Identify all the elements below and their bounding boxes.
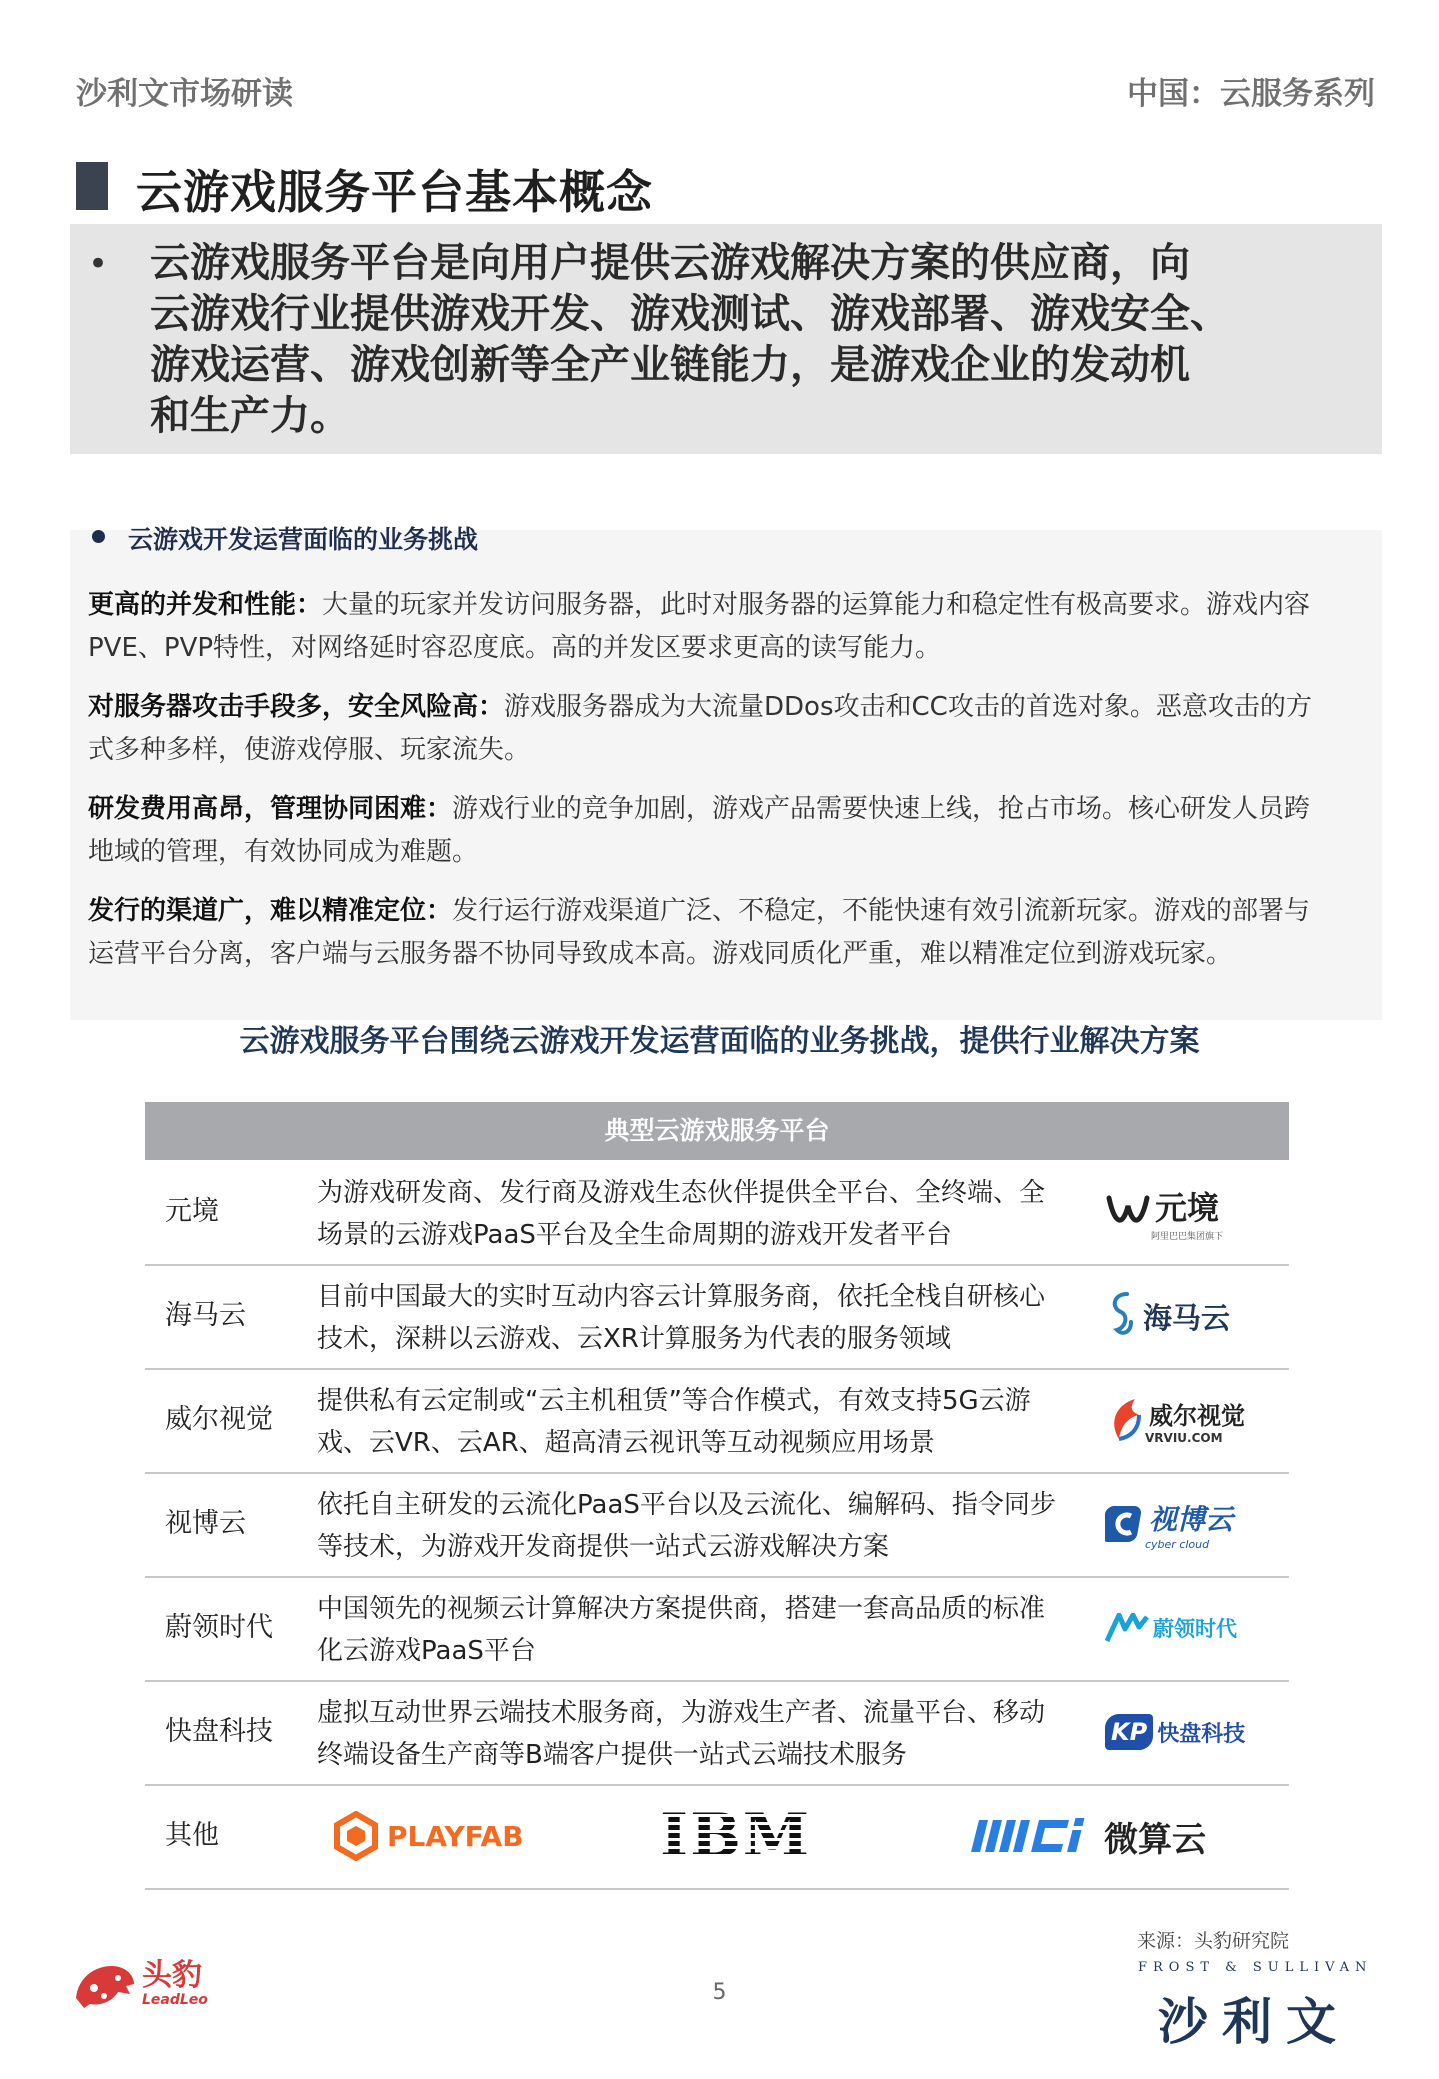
title-accent-bar xyxy=(76,162,108,210)
desc-line: 等技术，为游戏开发商提供一站式云游戏解决方案 xyxy=(317,1532,890,1562)
frost-sullivan-text: FROST & SULLIVAN xyxy=(1138,1960,1373,1975)
summary-line: 云游戏行业提供游戏开发、游戏测试、游戏部署、游戏安全、 xyxy=(150,291,1230,337)
challenge-text: 地域的管理，有效协同成为难题。 xyxy=(88,837,479,867)
kuaipan-logo-text: 快盘科技 xyxy=(1157,1721,1246,1747)
source-note: 来源：头豹研究院 xyxy=(1136,1930,1289,1952)
company-name: 蔚领时代 xyxy=(165,1612,273,1643)
desc-line: 为游戏研发商、发行商及游戏生态伙伴提供全平台、全终端、全 xyxy=(317,1178,1046,1208)
summary-text xyxy=(150,238,1290,442)
playfab-logo-text: PLAYFAB xyxy=(387,1819,524,1853)
company-desc xyxy=(317,1380,1227,1464)
leopard-icon xyxy=(72,1958,138,2010)
bullet-dot-icon xyxy=(92,530,105,543)
challenge-item xyxy=(88,584,1366,670)
challenge-text: 运营平台分离，客户端与云服务器不协同导致成本高。游戏同质化严重，难以精准定位到游戏玩家。 xyxy=(88,939,1233,969)
seahorse-icon xyxy=(1105,1290,1139,1342)
cybercloud-logo-subtext: cyber cloud xyxy=(1145,1537,1210,1551)
table-caption: 云游戏服务平台围绕云游戏开发运营面临的业务挑战，提供行业解决方案 xyxy=(239,1024,1200,1059)
challenge-text: 游戏行业的竞争加剧，游戏产品需要快速上线，抢占市场。核心研发人员跨 xyxy=(452,794,1311,824)
leadleo-logo-subtext: LeadLeo xyxy=(142,1992,208,2008)
challenge-label: 发行的渠道广，难以精准定位： xyxy=(88,896,453,926)
summary-line: 云游戏服务平台是向用户提供云游戏解决方案的供应商，向 xyxy=(150,240,1190,286)
company-name: 威尔视觉 xyxy=(165,1404,273,1435)
kuaipan-logo xyxy=(1105,1680,1285,1784)
table-row xyxy=(145,1472,1289,1578)
playfab-logo xyxy=(333,1784,524,1888)
desc-line: 依托自主研发的云流化PaaS平台以及云流化、编解码、指令同步 xyxy=(317,1490,1056,1520)
company-name: 元境 xyxy=(165,1196,219,1227)
vrviu-logo xyxy=(1105,1368,1285,1472)
yuanjing-logo xyxy=(1105,1160,1285,1264)
desc-line: 场景的云游戏PaaS平台及全生命周期的游戏开发者平台 xyxy=(317,1220,952,1250)
table-row xyxy=(145,1680,1289,1786)
desc-line: 提供私有云定制或“云主机租赁”等合作模式，有效支持5G云游 xyxy=(317,1386,1031,1416)
table-row-others xyxy=(145,1784,1289,1890)
challenges-heading: 云游戏开发运营面临的业务挑战 xyxy=(128,525,479,554)
table-header: 典型云游戏服务平台 xyxy=(145,1102,1289,1160)
mci-logo xyxy=(970,1784,1206,1888)
desc-line: 化云游戏PaaS平台 xyxy=(317,1636,536,1666)
mci-logo-text: 微算云 xyxy=(1104,1819,1206,1860)
challenge-text: PVE、PVP特性，对网络延时容忍度底。高的并发区要求更高的读写能力。 xyxy=(88,633,942,663)
challenge-text: 游戏服务器成为大流量DDos攻击和CC攻击的首选对象。恶意攻击的方 xyxy=(504,692,1312,722)
cybercloud-logo xyxy=(1105,1472,1285,1576)
ibm-logo-text: IBM xyxy=(660,1801,812,1871)
challenge-text: 发行运行游戏渠道广泛、不稳定，不能快速有效引流新玩家。游戏的部署与 xyxy=(452,896,1311,926)
desc-line: 目前中国最大的实时互动内容云计算服务商，依托全栈自研核心 xyxy=(317,1282,1046,1312)
shaliwen-logo-text: 沙利文 xyxy=(1158,1993,1350,2051)
yuanjing-logo-mark-icon xyxy=(1105,1192,1151,1232)
company-name: 海马云 xyxy=(165,1300,246,1331)
desc-line: 虚拟互动世界云端技术服务商，为游戏生产者、流量平台、移动 xyxy=(317,1698,1046,1728)
vrviu-logo-mark-icon xyxy=(1105,1395,1145,1445)
weiling-logo-text: 蔚领时代 xyxy=(1153,1617,1237,1641)
cybercloud-logo-mark-icon xyxy=(1105,1502,1145,1546)
playfab-hexagon-icon xyxy=(333,1811,379,1861)
challenge-label: 对服务器攻击手段多，安全风险高： xyxy=(88,692,505,722)
cybercloud-logo-text: 视博云 xyxy=(1149,1502,1234,1536)
vrviu-logo-text: 威尔视觉 xyxy=(1149,1401,1245,1430)
summary-line: 游戏运营、游戏创新等全产业链能力，是游戏企业的发动机 xyxy=(150,342,1190,388)
company-desc xyxy=(317,1484,1227,1568)
kuaipan-logo-mark: KP xyxy=(1105,1714,1153,1750)
challenge-text: 式多种多样，使游戏停服、玩家流失。 xyxy=(88,735,531,765)
yuanjing-logo-subtext: 阿里巴巴集团旗下 xyxy=(1151,1231,1224,1242)
yuanjing-logo-text: 元境 xyxy=(1155,1188,1220,1227)
haima-logo xyxy=(1105,1264,1285,1368)
table-row xyxy=(145,1264,1289,1370)
leadleo-logo xyxy=(72,1958,208,2010)
challenge-label: 更高的并发和性能： xyxy=(88,590,323,620)
company-name: 视博云 xyxy=(165,1508,246,1539)
summary-line: 和生产力。 xyxy=(150,393,350,439)
table-row xyxy=(145,1576,1289,1682)
company-desc xyxy=(317,1172,1227,1256)
leadleo-logo-text: 头豹 xyxy=(142,1958,202,1993)
desc-line: 中国领先的视频云计算解决方案提供商，搭建一套高品质的标准 xyxy=(317,1594,1046,1624)
desc-line: 戏、云VR、云AR、超高清云视讯等互动视频应用场景 xyxy=(317,1428,935,1458)
page-number: 5 xyxy=(712,1980,727,2005)
company-desc xyxy=(317,1276,1227,1360)
page-title: 云游戏服务平台基本概念 xyxy=(136,165,653,219)
challenge-item xyxy=(88,686,1366,772)
header-right: 中国：云服务系列 xyxy=(1127,76,1375,112)
vrviu-logo-subtext: VRVIU.COM xyxy=(1145,1430,1223,1445)
table-row xyxy=(145,1160,1289,1266)
challenge-item xyxy=(88,788,1366,874)
company-desc xyxy=(317,1588,1227,1672)
weiling-logo xyxy=(1105,1576,1285,1680)
company-name: 快盘科技 xyxy=(165,1716,273,1747)
mci-logo-mark-icon xyxy=(970,1816,1100,1856)
table-row xyxy=(145,1368,1289,1474)
header-left: 沙利文市场研读 xyxy=(76,76,293,112)
haima-logo-text: 海马云 xyxy=(1143,1300,1231,1335)
desc-line: 技术，深耕以云游戏、云XR计算服务为代表的服务领域 xyxy=(317,1324,951,1354)
company-desc xyxy=(317,1692,1227,1776)
challenge-text: 大量的玩家并发访问服务器，此时对服务器的运算能力和稳定性有极高要求。游戏内容 xyxy=(322,590,1311,620)
weiling-logo-mark-icon xyxy=(1105,1613,1149,1643)
desc-line: 终端设备生产商等B端客户提供一站式云端技术服务 xyxy=(317,1740,907,1770)
company-name: 其他 xyxy=(165,1820,219,1851)
challenge-label: 研发费用高昂，管理协同困难： xyxy=(88,794,453,824)
ibm-logo xyxy=(660,1784,811,1888)
challenge-item xyxy=(88,890,1366,976)
summary-bullet: • xyxy=(88,244,109,284)
